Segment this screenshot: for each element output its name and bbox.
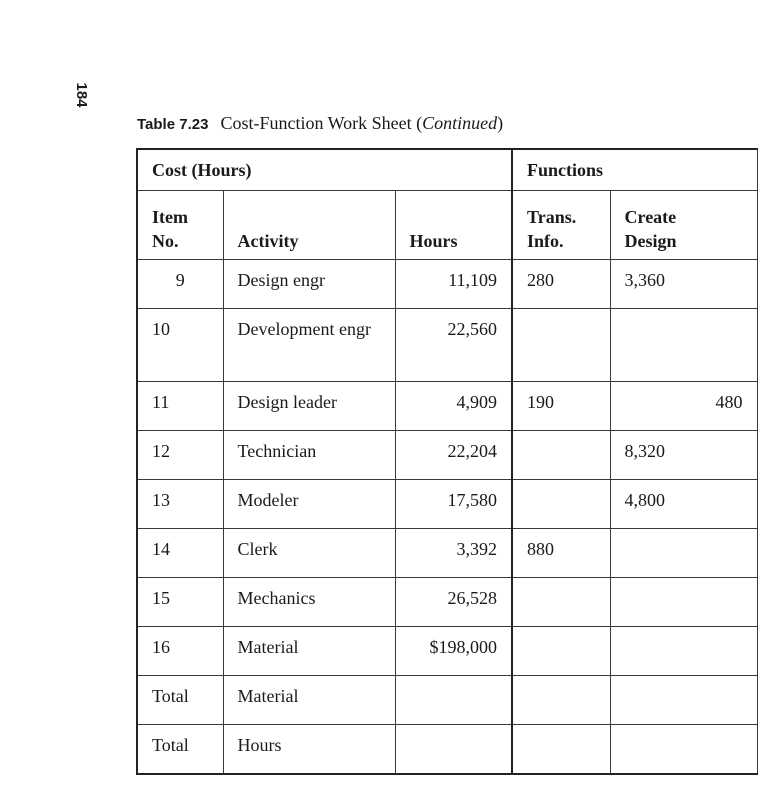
create-design-cell — [610, 529, 757, 578]
hours-cell: 4,909 — [395, 382, 512, 431]
group-header-row — [137, 149, 757, 191]
activity-cell: Modeler — [223, 480, 395, 529]
trans-info-cell — [512, 480, 610, 529]
create-design-cell — [610, 309, 757, 382]
create-design-header — [610, 191, 757, 260]
trans-info-header — [512, 191, 610, 260]
item-no-cell: 14 — [137, 529, 223, 578]
table-row — [137, 676, 757, 725]
create-design-cell: 3,360 — [610, 260, 757, 309]
cost-function-table — [136, 148, 758, 775]
table-row — [137, 578, 757, 627]
create-design-cell: 8,320 — [610, 431, 757, 480]
table-row — [137, 627, 757, 676]
column-header-row — [137, 191, 757, 260]
item-no-header-line2: No. — [152, 231, 179, 251]
trans-info-cell: 880 — [512, 529, 610, 578]
table-caption — [137, 112, 503, 136]
create-design-cell — [610, 725, 757, 775]
trans-info-header-line1: Trans. — [527, 207, 577, 227]
item-no-cell: 11 — [137, 382, 223, 431]
trans-info-header-line2: Info. — [527, 231, 564, 251]
create-design-cell — [610, 676, 757, 725]
activity-cell: Clerk — [223, 529, 395, 578]
hours-cell: 26,528 — [395, 578, 512, 627]
activity-cell: Hours — [223, 725, 395, 775]
activity-cell: Design leader — [223, 382, 395, 431]
table-row — [137, 725, 757, 775]
hours-cell: 22,204 — [395, 431, 512, 480]
table-title-italic: Continued — [422, 113, 498, 133]
activity-cell: Technician — [223, 431, 395, 480]
table-row — [137, 480, 757, 529]
hours-cell: $198,000 — [395, 627, 512, 676]
item-no-cell: Total — [137, 676, 223, 725]
trans-info-cell: 280 — [512, 260, 610, 309]
item-no-cell: 12 — [137, 431, 223, 480]
hours-cell — [395, 725, 512, 775]
activity-cell: Development engr — [223, 309, 395, 382]
trans-info-cell — [512, 627, 610, 676]
table-row — [137, 260, 757, 309]
worksheet-table-container — [136, 148, 743, 755]
trans-info-cell — [512, 725, 610, 775]
page-number: 184 — [73, 82, 91, 108]
item-no-header — [137, 191, 223, 260]
trans-info-cell — [512, 431, 610, 480]
table-title: Cost-Function Work Sheet ( — [220, 113, 423, 133]
hours-cell — [395, 676, 512, 725]
hours-cell: 11,109 — [395, 260, 512, 309]
table-row — [137, 529, 757, 578]
table-row — [137, 309, 757, 382]
trans-info-cell — [512, 676, 610, 725]
create-design-header-line1: Create — [624, 207, 677, 227]
hours-cell: 3,392 — [395, 529, 512, 578]
table-row — [137, 431, 757, 480]
create-design-cell: 4,800 — [610, 480, 757, 529]
create-design-cell: 480 — [610, 382, 757, 431]
hours-header: Hours — [395, 191, 512, 260]
item-no-cell: Total — [137, 725, 223, 775]
table-row — [137, 382, 757, 431]
functions-header: Functions — [512, 149, 757, 191]
activity-cell: Design engr — [223, 260, 395, 309]
create-design-header-line2: Design — [624, 231, 677, 251]
hours-cell: 17,580 — [395, 480, 512, 529]
activity-header: Activity — [223, 191, 395, 260]
table-label: Table 7.23 — [137, 116, 209, 133]
hours-cell: 22,560 — [395, 309, 512, 382]
create-design-cell — [610, 578, 757, 627]
item-no-cell: 13 — [137, 480, 223, 529]
item-no-cell: 15 — [137, 578, 223, 627]
item-no-cell: 10 — [137, 309, 223, 382]
activity-cell: Material — [223, 676, 395, 725]
trans-info-cell — [512, 309, 610, 382]
trans-info-cell: 190 — [512, 382, 610, 431]
item-no-cell: 16 — [137, 627, 223, 676]
trans-info-cell — [512, 578, 610, 627]
activity-cell: Material — [223, 627, 395, 676]
create-design-cell — [610, 627, 757, 676]
item-no-header-line1: Item — [152, 207, 188, 227]
item-no-cell: 9 — [137, 260, 223, 309]
activity-cell: Mechanics — [223, 578, 395, 627]
table-title-end: ) — [497, 113, 504, 133]
cost-hours-header: Cost (Hours) — [137, 149, 512, 191]
